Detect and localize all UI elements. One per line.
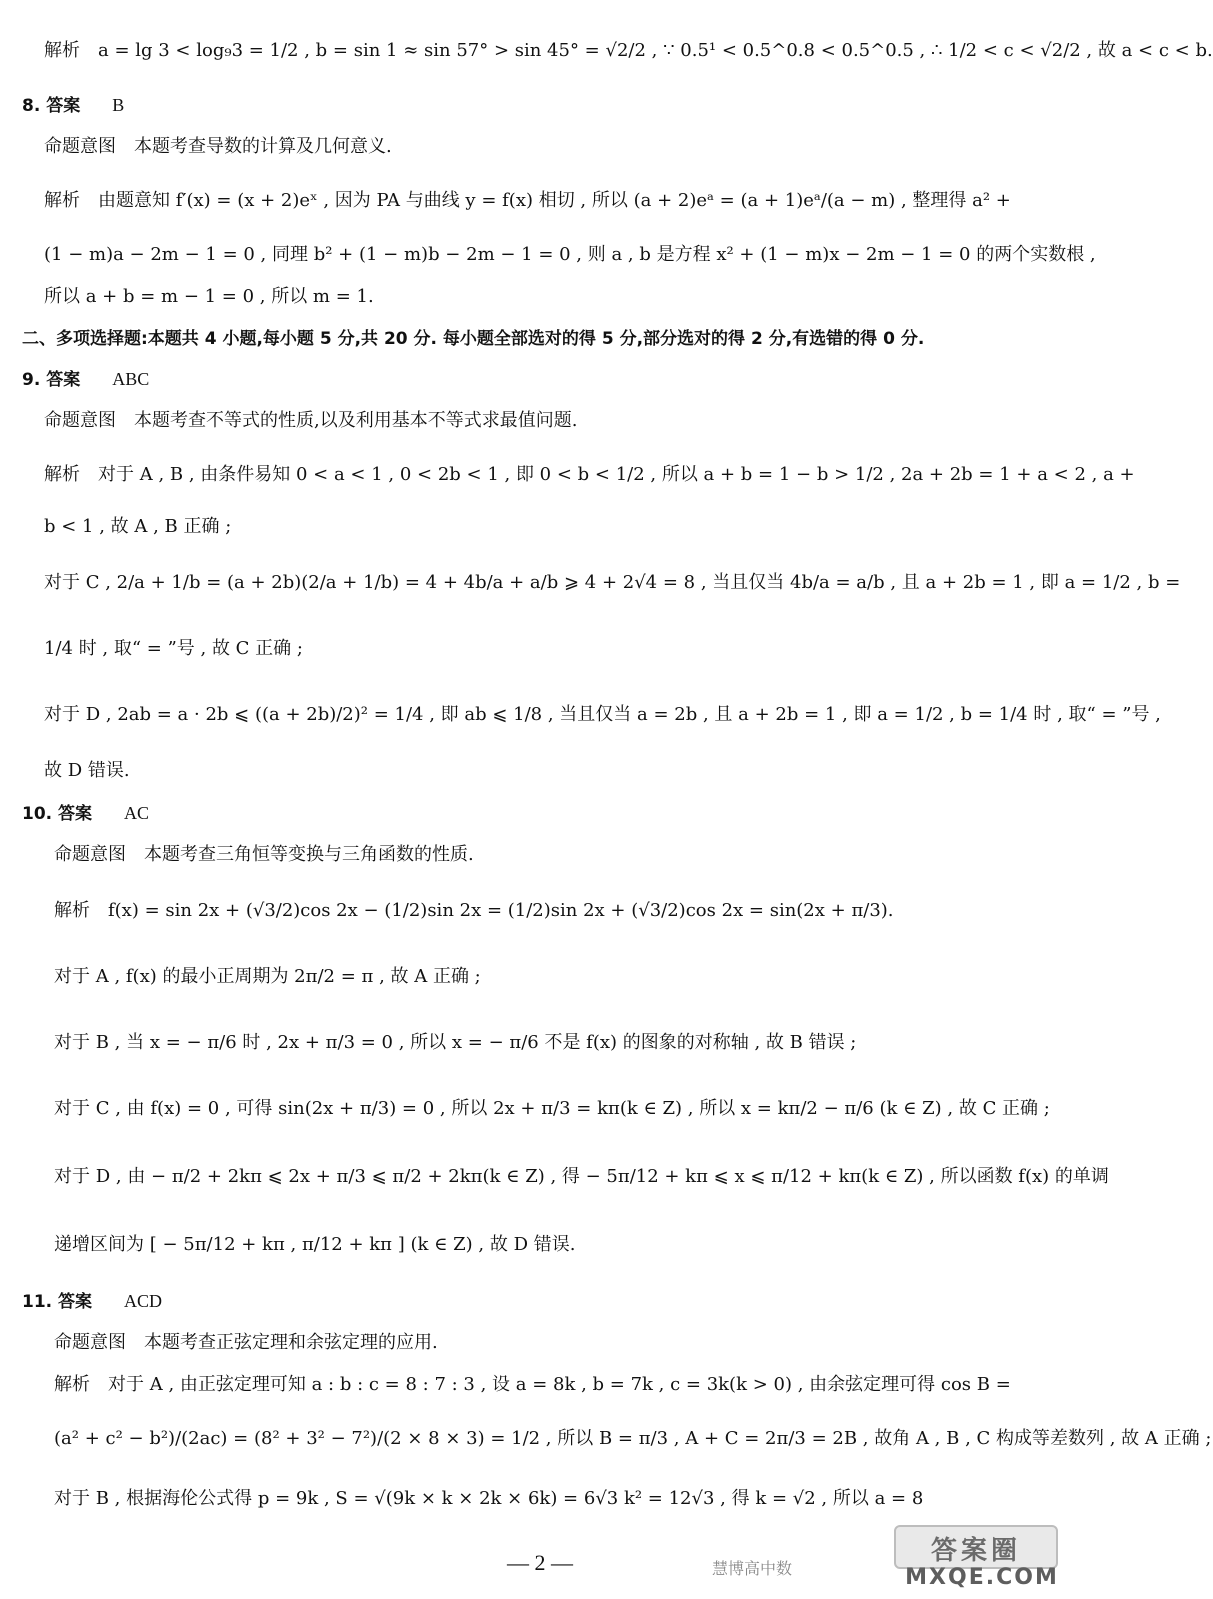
q11-intent: 命题意图 本题考查正弦定理和余弦定理的应用. (54, 1332, 438, 1353)
q8-answer (22, 90, 1060, 121)
q10-answer-value: AC (124, 803, 150, 823)
q9-answer-value: ABC (112, 369, 150, 389)
q9-analysis-line-6: 故 D 错误. (44, 760, 130, 781)
wechat-source-label: 慧博高中数 (712, 1559, 793, 1578)
q10-answer (22, 798, 1060, 829)
q10-analysis-line-4: 对于 C , 由 f(x) = 0 , 可得 sin(2x + π/3) = 0 , 所以 2x + π/3 = kπ(k ∈ Z) , 所以 x = kπ/2 − π/6 (k ∈ Z) , 故 C 正确 ; (54, 1098, 1050, 1119)
q8-analysis-line-1: 解析 由题意知 f′(x) = (x + 2)eˣ , 因为 PA 与曲线 y = f(x) 相切 , 所以 (a + 2)eᵃ = (a + 1)eᵃ/(a − m) , 整理得 a² + (44, 190, 1011, 211)
page-number: — 2 — (507, 1550, 573, 1575)
q8-answer-label: 8. 答案 (22, 96, 81, 116)
q8-intent: 命题意图 本题考查导数的计算及几何意义. (44, 136, 392, 157)
q9-analysis-line-4: 1/4 时 , 取“ = ”号 , 故 C 正确 ; (44, 638, 303, 659)
q11-analysis-line-2: (a² + c² − b²)/(2ac) = (8² + 3² − 7²)/(2 × 8 × 3) = 1/2 , 所以 B = π/3 , A + C = 2π/3 = 2B , 故角 A , B , C 构成等差数列 , 故 A 正确 ; (54, 1428, 1212, 1449)
q11-answer-label: 11. 答案 (22, 1292, 93, 1312)
q8-analysis-line-2: (1 − m)a − 2m − 1 = 0 , 同理 b² + (1 − m)b − 2m − 1 = 0 , 则 a , b 是方程 x² + (1 − m)x − 2m − 1 = 0 的两个实数根 , (44, 244, 1096, 265)
q9-answer (22, 364, 1060, 395)
q11-analysis-line-1: 解析 对于 A , 由正弦定理可知 a : b : c = 8 : 7 : 3 , 设 a = 8k , b = 7k , c = 3k(k > 0) , 由余弦定理可得 cos B = (54, 1374, 1011, 1395)
q9-analysis-line-3: 对于 C , 2/a + 1/b = (a + 2b)(2/a + 1/b) = 4 + 4b/a + a/b ⩾ 4 + 2√4 = 8 , 当且仅当 4b/a = a/b , 且 a + 2b = 1 , 即 a = 1/2 , b = (44, 572, 1181, 593)
site-watermark (898, 1525, 1066, 1591)
q10-intent: 命题意图 本题考查三角恒等变换与三角函数的性质. (54, 844, 474, 865)
section-heading-multiple-choice: 二、多项选择题:本题共 4 小题,每小题 5 分,共 20 分. 每小题全部选对的得 5 分,部分选对的得 2 分,有选错的得 0 分. (22, 329, 925, 349)
q10-analysis-line-6: 递增区间为 [ − 5π/12 + kπ , π/12 + kπ ] (k ∈ Z) , 故 D 错误. (54, 1234, 576, 1255)
q10-analysis-line-1: 解析 f(x) = sin 2x + (√3/2)cos 2x − (1/2)sin 2x = (1/2)sin 2x + (√3/2)cos 2x = sin(2x + π/3). (54, 900, 894, 921)
q10-answer-label: 10. 答案 (22, 804, 93, 824)
q10-analysis-line-2: 对于 A , f(x) 的最小正周期为 2π/2 = π , 故 A 正确 ; (54, 966, 481, 987)
q9-analysis-line-2: b < 1 , 故 A , B 正确 ; (44, 516, 232, 537)
q9-analysis-line-1: 解析 对于 A , B , 由条件易知 0 < a < 1 , 0 < 2b < 1 , 即 0 < b < 1/2 , 所以 a + b = 1 − b > 1/2 , 2a + 2b = 1 + a < 2 , a + (44, 464, 1135, 485)
watermark-logo-text: 答案圈 (930, 1536, 1021, 1566)
q9-answer-label: 9. 答案 (22, 370, 81, 390)
q11-answer (22, 1286, 1060, 1317)
q9-intent: 命题意图 本题考查不等式的性质,以及利用基本不等式求最值问题. (44, 410, 578, 431)
watermark-badge (894, 1525, 1058, 1569)
q9-analysis-line-5: 对于 D , 2ab = a · 2b ⩽ ((a + 2b)/2)² = 1/4 , 即 ab ⩽ 1/8 , 当且仅当 a = 2b , 且 a + 2b = 1 , 即 a = 1/2 , b = 1/4 时 , 取“ = ”号 , (44, 704, 1161, 725)
q7-analysis-line: 解析 a = lg 3 < log₉3 = 1/2 , b = sin 1 ≈ sin 57° > sin 45° = √2/2 , ∵ 0.5¹ < 0.5^0.8 < 0.5^0.5 , ∴ 1/2 < c < √2/2 , 故 a < c < b. (44, 40, 1213, 61)
q11-analysis-line-3: 对于 B , 根据海伦公式得 p = 9k , S = √(9k × k × 2k × 6k) = 6√3 k² = 12√3 , 得 k = √2 , 所以 a = 8 (54, 1488, 924, 1509)
watermark-url: MXQE.COM (905, 1565, 1059, 1590)
q8-analysis-line-3: 所以 a + b = m − 1 = 0 , 所以 m = 1. (44, 286, 374, 307)
q10-analysis-line-3: 对于 B , 当 x = − π/6 时 , 2x + π/3 = 0 , 所以 x = − π/6 不是 f(x) 的图象的对称轴 , 故 B 错误 ; (54, 1032, 857, 1053)
q8-answer-value: B (112, 95, 125, 115)
q10-analysis-line-5: 对于 D , 由 − π/2 + 2kπ ⩽ 2x + π/3 ⩽ π/2 + 2kπ(k ∈ Z) , 得 − 5π/12 + kπ ⩽ x ⩽ π/12 + kπ(k ∈ Z) , 所以函数 f(x) 的单调 (54, 1166, 1109, 1187)
q11-answer-value: ACD (124, 1291, 163, 1311)
